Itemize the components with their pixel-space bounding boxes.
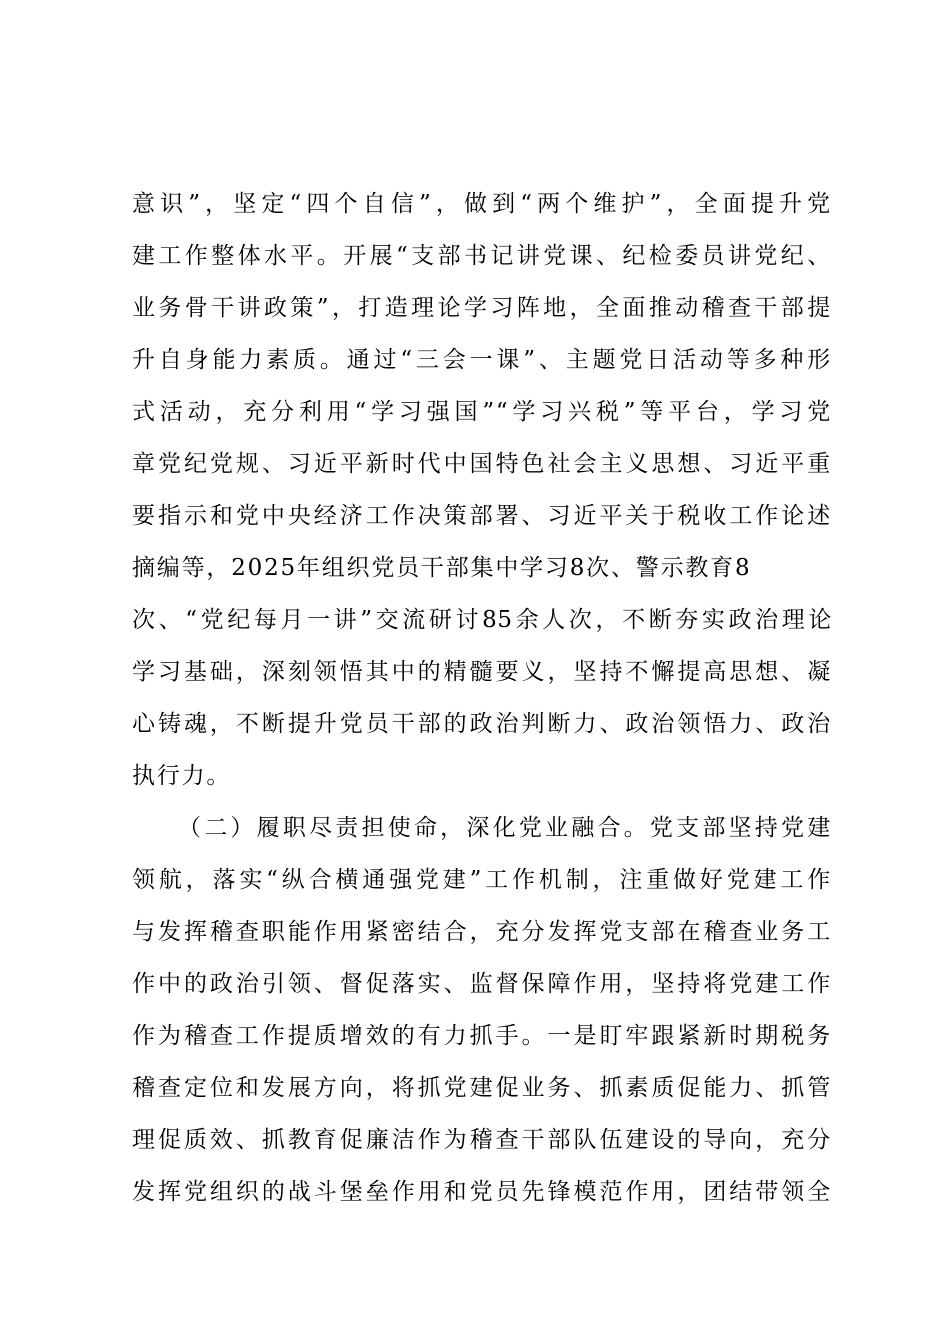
text-line: 升自身能力素质。通过“三会一课”、主题党日活动等多种形 bbox=[132, 347, 832, 373]
text-line: 发挥党组织的战斗堡垒作用和党员先锋模范作用，团结带领全 bbox=[132, 1179, 832, 1205]
text-line: 章党纪党规、习近平新时代中国特色社会主义思想、习近平重 bbox=[132, 451, 832, 477]
text-line: 摘编等，2025年组织党员干部集中学习8次、警示教育8 bbox=[132, 555, 752, 581]
text-line: 建工作整体水平。开展“支部书记讲党课、纪检委员讲党纪、 bbox=[132, 243, 832, 269]
text-line: 式活动，充分利用“学习强国”“学习兴税”等平台，学习党 bbox=[132, 399, 832, 425]
text-line: 理促质效、抓教育促廉洁作为稽查干部队伍建设的导向，充分 bbox=[132, 1127, 832, 1153]
text-line: 要指示和党中央经济工作决策部署、习近平关于税收工作论述 bbox=[132, 503, 832, 529]
text-line: 意识”，坚定“四个自信”，做到“两个维护”，全面提升党 bbox=[132, 191, 832, 217]
text-line: 次、“党纪每月一讲”交流研讨85余人次，不断夯实政治理论 bbox=[132, 607, 832, 633]
text-line: 领航，落实“纵合横通强党建”工作机制，注重做好党建工作 bbox=[132, 867, 832, 893]
text-line: 执行力。 bbox=[132, 763, 232, 789]
section-heading-line: （二）履职尽责担使命，深化党业融合。党支部坚持党建 bbox=[178, 815, 832, 841]
text-line: 稽查定位和发展方向，将抓党建促业务、抓素质促能力、抓管 bbox=[132, 1075, 832, 1101]
text-line: 业务骨干讲政策”，打造理论学习阵地，全面推动稽查干部提 bbox=[132, 295, 832, 321]
text-line: 与发挥稽查职能作用紧密结合，充分发挥党支部在稽查业务工 bbox=[132, 919, 832, 945]
text-line: 作中的政治引领、督促落实、监督保障作用，坚持将党建工作 bbox=[132, 971, 832, 997]
text-line: 心铸魂，不断提升党员干部的政治判断力、政治领悟力、政治 bbox=[132, 711, 832, 737]
text-line: 作为稽查工作提质增效的有力抓手。一是盯牢跟紧新时期税务 bbox=[132, 1023, 832, 1049]
body-text bbox=[132, 178, 832, 1218]
text-line: 学习基础，深刻领悟其中的精髓要义，坚持不懈提高思想、凝 bbox=[132, 659, 832, 685]
